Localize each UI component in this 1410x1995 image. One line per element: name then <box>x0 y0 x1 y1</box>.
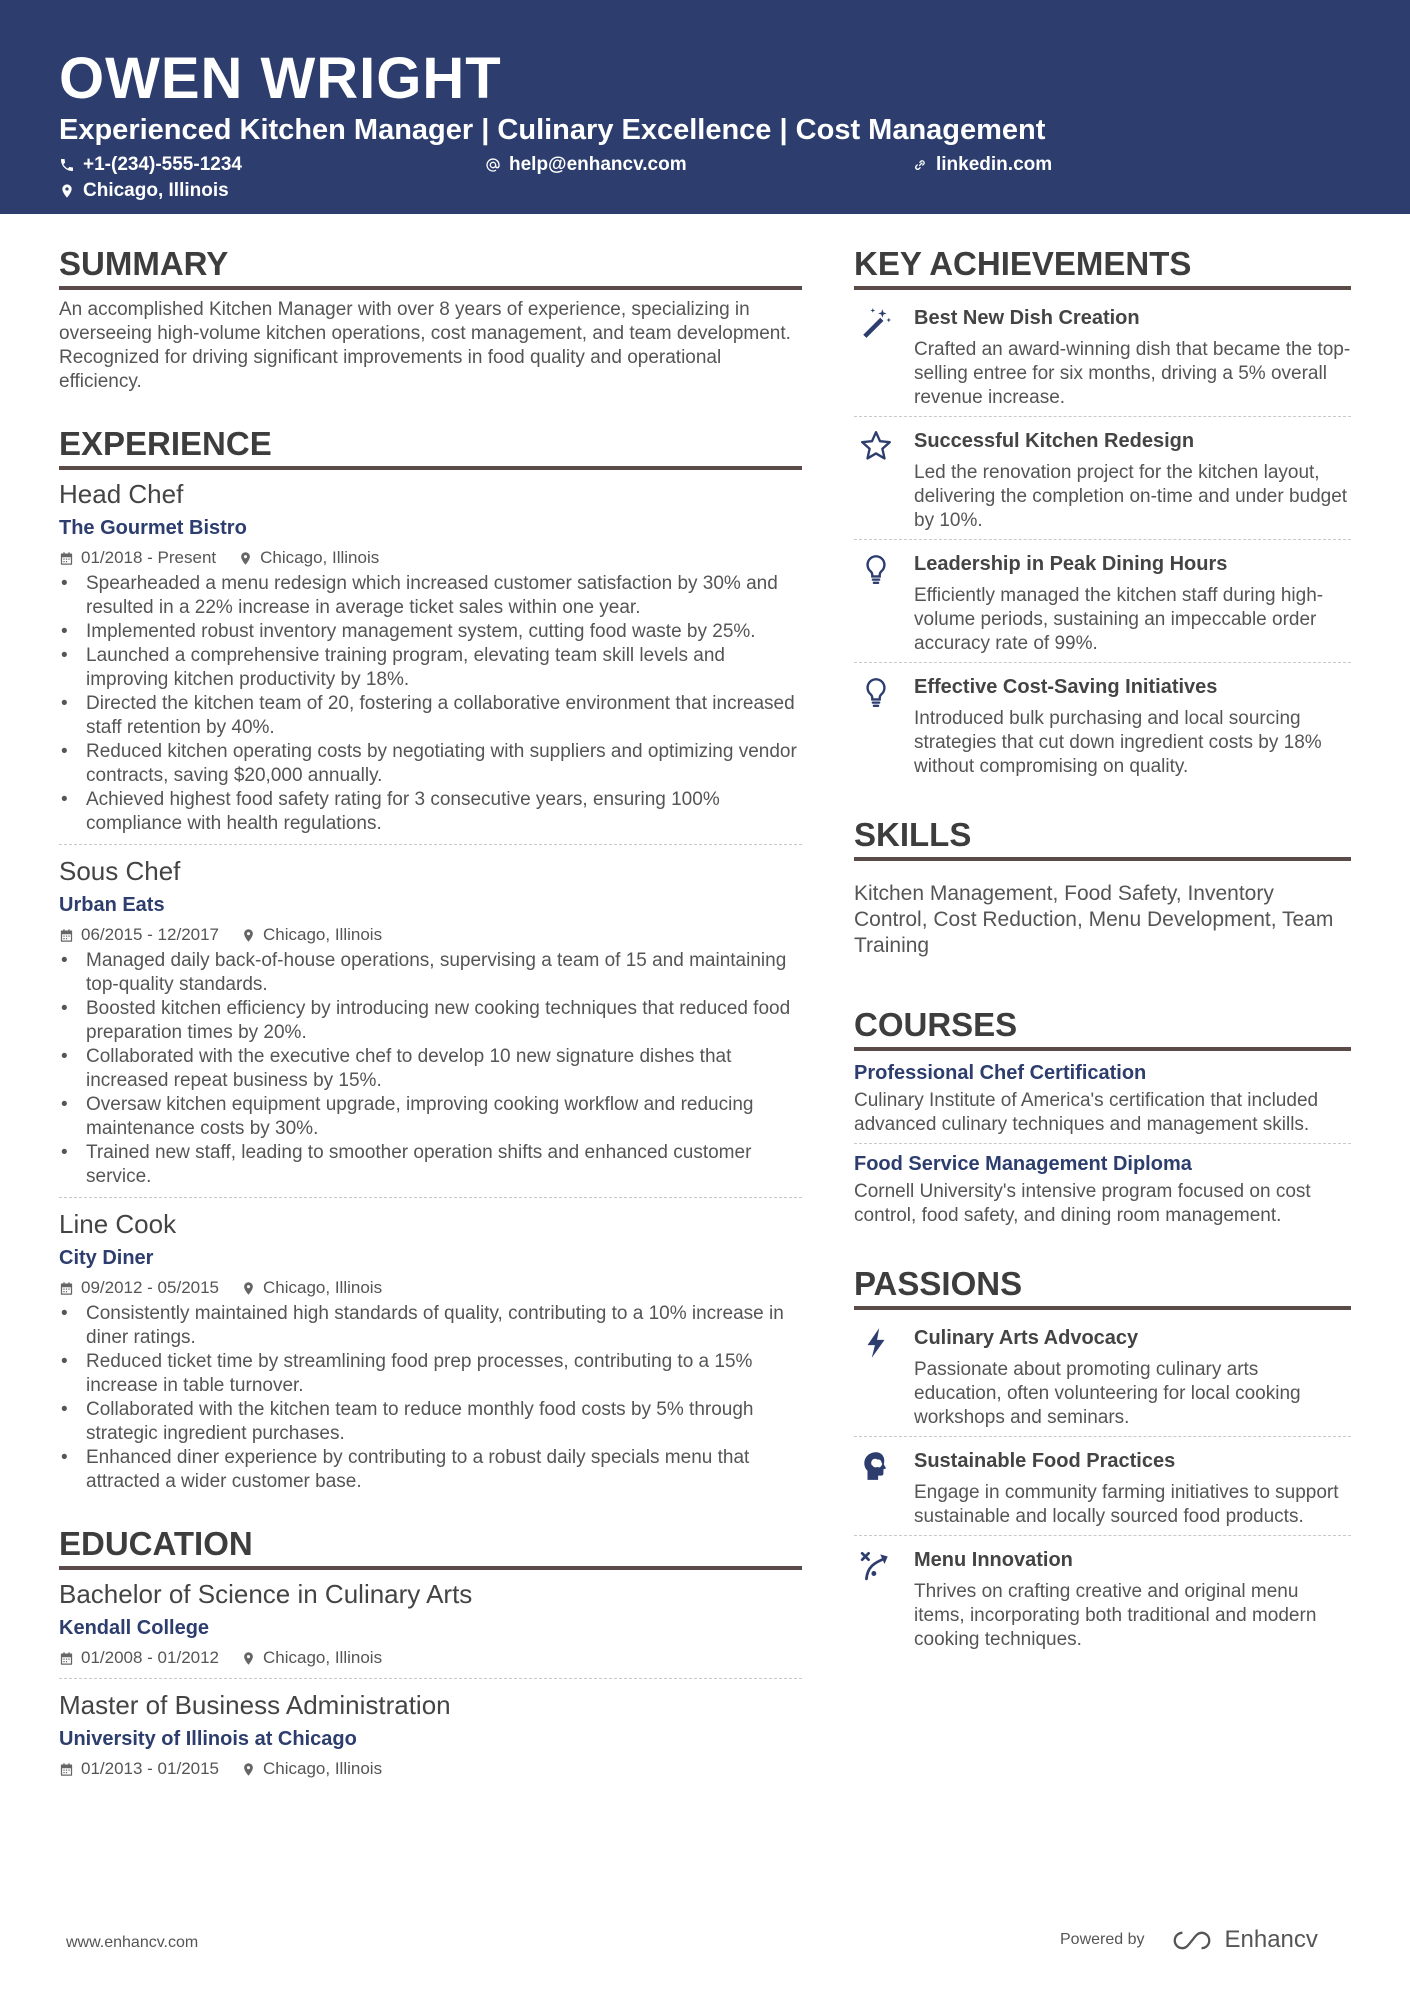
contact-phone <box>59 154 242 176</box>
job-dates: 01/2018 - Present <box>81 548 217 567</box>
achievement-title: Effective Cost-Saving Initiatives <box>914 676 1218 698</box>
bullet-item: • Consistently maintained high standards of quality, contributing to a 10% increase in diner ratings. <box>59 1302 802 1350</box>
bullet-item: • Enhanced diner experience by contributing to a robust daily specials menu that attracted a wider customer base. <box>59 1446 802 1494</box>
experience-entry <box>59 478 802 836</box>
footer-branding <box>1060 1926 1318 1954</box>
lightning-icon <box>859 1326 893 1360</box>
right-column <box>854 244 1351 1652</box>
location-pin-icon <box>59 183 75 199</box>
location-pin-icon <box>238 551 253 566</box>
calendar-icon <box>59 1281 74 1296</box>
achievement-text: Crafted an award-winning dish that became the top-selling entree for six months, driving a 5% overall revenue increase. <box>914 339 1351 408</box>
edu-school: Kendall College <box>59 1617 210 1639</box>
entry-divider <box>854 1143 1351 1144</box>
experience-entry <box>59 1208 802 1494</box>
phone-icon <box>59 157 75 173</box>
bullet-item: • Trained new staff, leading to smoother operation shifts and enhanced customer service. <box>59 1141 802 1189</box>
bullet-item: • Boosted kitchen efficiency by introducing new cooking techniques that reduced food preparation times by 20%. <box>59 997 802 1045</box>
entry-divider <box>854 1436 1351 1437</box>
bullet-item: • Achieved highest food safety rating for 3 consecutive years, ensuring 100% compliance with health regulations. <box>59 788 802 836</box>
location-pin-icon <box>241 928 256 943</box>
contact-info <box>59 154 1410 206</box>
course-item <box>854 1059 1351 1137</box>
lightbulb-icon <box>859 675 893 709</box>
entry-divider <box>59 844 802 845</box>
linkedin-text: linkedin.com <box>936 154 1053 175</box>
experience-entry <box>59 855 802 1189</box>
job-bullets <box>59 1302 802 1494</box>
job-company: The Gourmet Bistro <box>59 517 247 539</box>
bullet-item: • Oversaw kitchen equipment upgrade, improving cooking workflow and reducing maintenance costs by 30%. <box>59 1093 802 1141</box>
entry-divider <box>59 1678 802 1679</box>
magic-wand-icon <box>859 306 893 340</box>
edu-dates: 01/2008 - 01/2012 <box>81 1648 220 1667</box>
job-location: Chicago, Illinois <box>263 1278 383 1297</box>
enhancv-logo[interactable] <box>1169 1926 1318 1954</box>
edu-school: University of Illinois at Chicago <box>59 1728 357 1750</box>
strategy-icon <box>859 1548 893 1582</box>
head-brain-icon <box>859 1449 893 1483</box>
bullet-item: • Managed daily back-of-house operations, supervising a team of 15 and maintaining top-quality standards. <box>59 949 802 997</box>
bullet-item: • Launched a comprehensive training program, elevating team skill levels and improving kitchen productivity by 18%. <box>59 644 802 692</box>
job-bullets <box>59 572 802 836</box>
experience-heading: EXPERIENCE <box>59 424 802 470</box>
powered-by-text: Powered by <box>1060 1931 1145 1948</box>
brand-name: Enhancv <box>1224 1926 1318 1953</box>
course-title: Food Service Management Diploma <box>854 1153 1192 1175</box>
job-company: City Diner <box>59 1247 154 1269</box>
bullet-item: • Collaborated with the executive chef to develop 10 new signature dishes that increased repeat business by 15%. <box>59 1045 802 1093</box>
summary-text: An accomplished Kitchen Manager with over 8 years of experience, specializing in overseeing high-volume kitchen operations, cost management, and team development. Recognized for driving significant improvements in food quality and operational efficiency. <box>59 299 791 392</box>
edu-dates: 01/2013 - 01/2015 <box>81 1759 220 1778</box>
passion-text: Engage in community farming initiatives to support sustainable and locally sourced food products. <box>914 1482 1339 1527</box>
job-meta <box>59 546 802 570</box>
bullet-item: • Reduced kitchen operating costs by negotiating with suppliers and optimizing vendor contracts, saving $20,000 annually. <box>59 740 802 788</box>
job-company: Urban Eats <box>59 894 165 916</box>
achievements-heading: KEY ACHIEVEMENTS <box>854 244 1351 290</box>
education-heading: EDUCATION <box>59 1524 802 1570</box>
calendar-icon <box>59 928 74 943</box>
footer-website[interactable]: www.enhancv.com <box>66 1934 199 1951</box>
edu-meta <box>59 1757 802 1781</box>
bullet-item: • Implemented robust inventory management system, cutting food waste by 25%. <box>59 620 802 644</box>
achievement-text: Efficiently managed the kitchen staff during high-volume periods, sustaining an impeccable order accuracy rate of 99%. <box>914 585 1324 654</box>
job-location: Chicago, Illinois <box>263 925 383 944</box>
passion-title: Menu Innovation <box>914 1549 1073 1571</box>
calendar-icon <box>59 1762 74 1777</box>
star-icon <box>859 429 893 463</box>
bullet-item: • Collaborated with the kitchen team to reduce monthly food costs by 5% through strategic ingredient purchases. <box>59 1398 802 1446</box>
entry-divider <box>854 416 1351 417</box>
achievement-item <box>854 667 1351 779</box>
passion-item <box>854 1441 1351 1529</box>
achievement-item <box>854 421 1351 533</box>
course-text: Culinary Institute of America's certification that included advanced culinary techniques and management skills. <box>854 1090 1319 1135</box>
edu-degree: Master of Business Administration <box>59 1690 451 1720</box>
skills-heading: SKILLS <box>854 815 1351 861</box>
bullet-item: • Reduced ticket time by streamlining food prep processes, contributing to a 15% increase in table turnover. <box>59 1350 802 1398</box>
job-meta <box>59 1276 802 1300</box>
skills-text: Kitchen Management, Food Safety, Inventory Control, Cost Reduction, Menu Development, Team Training <box>854 882 1334 957</box>
entry-divider <box>59 1197 802 1198</box>
edu-location: Chicago, Illinois <box>263 1759 383 1778</box>
job-role: Sous Chef <box>59 856 181 886</box>
resume-header <box>0 0 1410 214</box>
summary-heading: SUMMARY <box>59 244 802 290</box>
course-item <box>854 1150 1351 1228</box>
passion-text: Passionate about promoting culinary arts education, often volunteering for local cooking workshops and seminars. <box>914 1359 1301 1428</box>
location-pin-icon <box>241 1762 256 1777</box>
education-entry <box>59 1578 802 1670</box>
entry-divider <box>854 662 1351 663</box>
achievement-title: Best New Dish Creation <box>914 307 1140 329</box>
left-column <box>59 244 802 1783</box>
passion-text: Thrives on crafting creative and original menu items, incorporating both traditional and modern cooking techniques. <box>914 1581 1317 1650</box>
job-meta <box>59 923 802 947</box>
location-pin-icon <box>241 1651 256 1666</box>
education-entry <box>59 1689 802 1781</box>
passions-heading: PASSIONS <box>854 1264 1351 1310</box>
calendar-icon <box>59 1651 74 1666</box>
achievement-item <box>854 544 1351 656</box>
passion-title: Sustainable Food Practices <box>914 1450 1176 1472</box>
course-title: Professional Chef Certification <box>854 1062 1147 1084</box>
bullet-item: • Spearheaded a menu redesign which increased customer satisfaction by 30% and resulted in a 22% increase in average ticket sales within one year. <box>59 572 802 620</box>
location-pin-icon <box>241 1281 256 1296</box>
calendar-icon <box>59 551 74 566</box>
entry-divider <box>854 1535 1351 1536</box>
contact-linkedin[interactable] <box>912 154 1052 176</box>
at-icon <box>485 157 501 173</box>
contact-location <box>59 180 229 202</box>
bullet-item: • Directed the kitchen team of 20, fostering a collaborative environment that increased staff retention by 40%. <box>59 692 802 740</box>
link-icon <box>912 157 928 173</box>
edu-location: Chicago, Illinois <box>263 1648 383 1667</box>
candidate-name: OWEN WRIGHT <box>59 46 502 111</box>
email-text: help@enhancv.com <box>509 154 687 175</box>
job-role: Head Chef <box>59 479 184 509</box>
edu-degree: Bachelor of Science in Culinary Arts <box>59 1579 473 1609</box>
achievement-text: Led the renovation project for the kitchen layout, delivering the completion on-time and under budget by 10%. <box>914 462 1348 531</box>
job-role: Line Cook <box>59 1209 177 1239</box>
phone-text: +1-(234)-555-1234 <box>83 154 242 175</box>
entry-divider <box>854 539 1351 540</box>
lightbulb-icon <box>859 552 893 586</box>
job-bullets <box>59 949 802 1189</box>
course-text: Cornell University's intensive program focused on cost control, food safety, and dining room management. <box>854 1181 1311 1226</box>
passion-item <box>854 1540 1351 1652</box>
achievement-title: Leadership in Peak Dining Hours <box>914 553 1228 575</box>
candidate-title: Experienced Kitchen Manager | Culinary Excellence | Cost Management <box>59 114 1046 146</box>
achievement-text: Introduced bulk purchasing and local sourcing strategies that cut down ingredient costs by 18% without compromising on quality. <box>914 708 1322 777</box>
job-location: Chicago, Illinois <box>260 548 380 567</box>
passion-item <box>854 1318 1351 1430</box>
location-text: Chicago, Illinois <box>83 180 229 201</box>
edu-meta <box>59 1646 802 1670</box>
job-dates: 06/2015 - 12/2017 <box>81 925 220 944</box>
achievement-item <box>854 298 1351 410</box>
courses-heading: COURSES <box>854 1005 1351 1051</box>
enhancv-logo-icon <box>1169 1929 1215 1952</box>
achievement-title: Successful Kitchen Redesign <box>914 430 1195 452</box>
job-dates: 09/2012 - 05/2015 <box>81 1278 220 1297</box>
passion-title: Culinary Arts Advocacy <box>914 1327 1139 1349</box>
contact-email[interactable] <box>485 154 687 176</box>
